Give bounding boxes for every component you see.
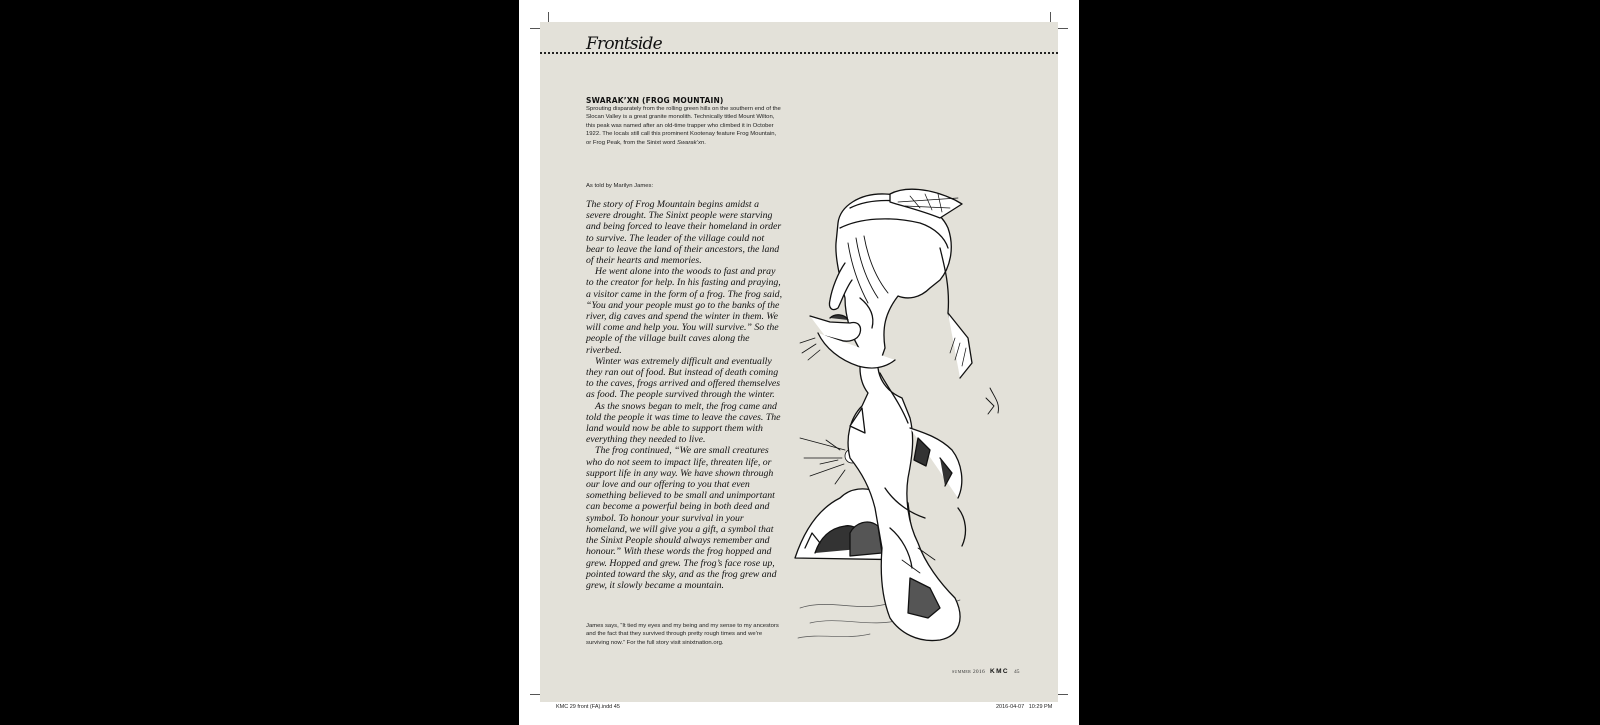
story-paragraph: As the snows began to melt, the frog came and told the people it was time to leave the caves. The land would now be able to support them with everything they needed to live. (586, 400, 781, 446)
sidebar-body: Sprouting disparately from the rolling green hills on the southern end of the Slocan Valley is a great granite monolith. Technically titled Mount Wilton, this peak was named after an old-time trapper who climbed it in October 1922. The locals still call this prominent Kootenay feature Frog Mountain, or Frog Peak, from the Sinixt word (586, 106, 781, 146)
slug-timestamp (996, 704, 1052, 710)
folio-issue: summer 2016 (952, 669, 986, 675)
folio (952, 668, 1020, 675)
slug-file: KMC 29 front (FA).indd 45 (556, 704, 620, 710)
frog-mountain-illustration (790, 188, 1030, 663)
crop-mark (548, 12, 549, 22)
crop-mark (1058, 694, 1068, 695)
story-text (586, 199, 784, 591)
folio-page-number: 45 (1014, 669, 1020, 675)
sinixt-word: Swarakʼxn (677, 139, 705, 146)
sidebar-title: SWARAKʼXN (FROG MOUNTAIN) (586, 96, 724, 105)
story-paragraph: He went alone into the woods to fast and pray to the creator for help. In his fasting and praying, a visitor came in the form of a frog. The frog said, “You and your people must go to the banks of the river, dig caves and spend the winter in them. We will come and help you. You will survive.” So the people of the village built caves along the riverbed. (586, 266, 783, 356)
illustration-figure (800, 189, 998, 640)
dotted-rule (540, 52, 1058, 54)
running-head: Frontside (586, 34, 662, 54)
crop-mark (1058, 28, 1068, 29)
story-paragraph: The story of Frog Mountain begins amidst a severe drought. The Sinixt people were starving and being forced to leave their homeland in order to survive. The leader of the village could not bear to leave the land of their ancestors, the land of their hearts and memories. (586, 199, 782, 267)
story-paragraph: Winter was extremely difficult and eventually they ran out of food. But instead of death coming to the caves, frogs arrived and offered themselves as food. The people survived through the winter. (586, 355, 781, 401)
story-paragraph: The frog continued, “We are small creatures who do not seem to impact life, threaten life, or support life in any way. We have shown through our love and our offering to you that even something believed to be small and unimportant can become a powerful being in both deed and symbol. To honour your survival in your homeland, we will give you a gift, a symbol that the Sinixt People should always remember and honour.” With these words the frog hopped and grew. Hopped and grew. The frog’s face rose up, pointed toward the sky, and as the frog grew and grew, it slowly became a mountain. (586, 445, 777, 591)
crop-mark (530, 28, 540, 29)
folio-brand: KMC (990, 668, 1010, 675)
slug-date: 2016-04-07 (996, 704, 1025, 710)
crop-mark (530, 694, 540, 695)
crop-mark (1050, 12, 1051, 22)
slug-time: 10:29 PM (1028, 704, 1053, 710)
endnote: James says, “It tied my eyes and my being and my sense to my ancestors and the fact that they survived through pretty rough times and we’re surviving now.” For the full story visit sinixtnation.org. (586, 623, 779, 646)
byline: As told by Marilyn James: (586, 183, 654, 189)
sidebar-end: . (704, 139, 706, 146)
sidebar-text (586, 105, 782, 147)
